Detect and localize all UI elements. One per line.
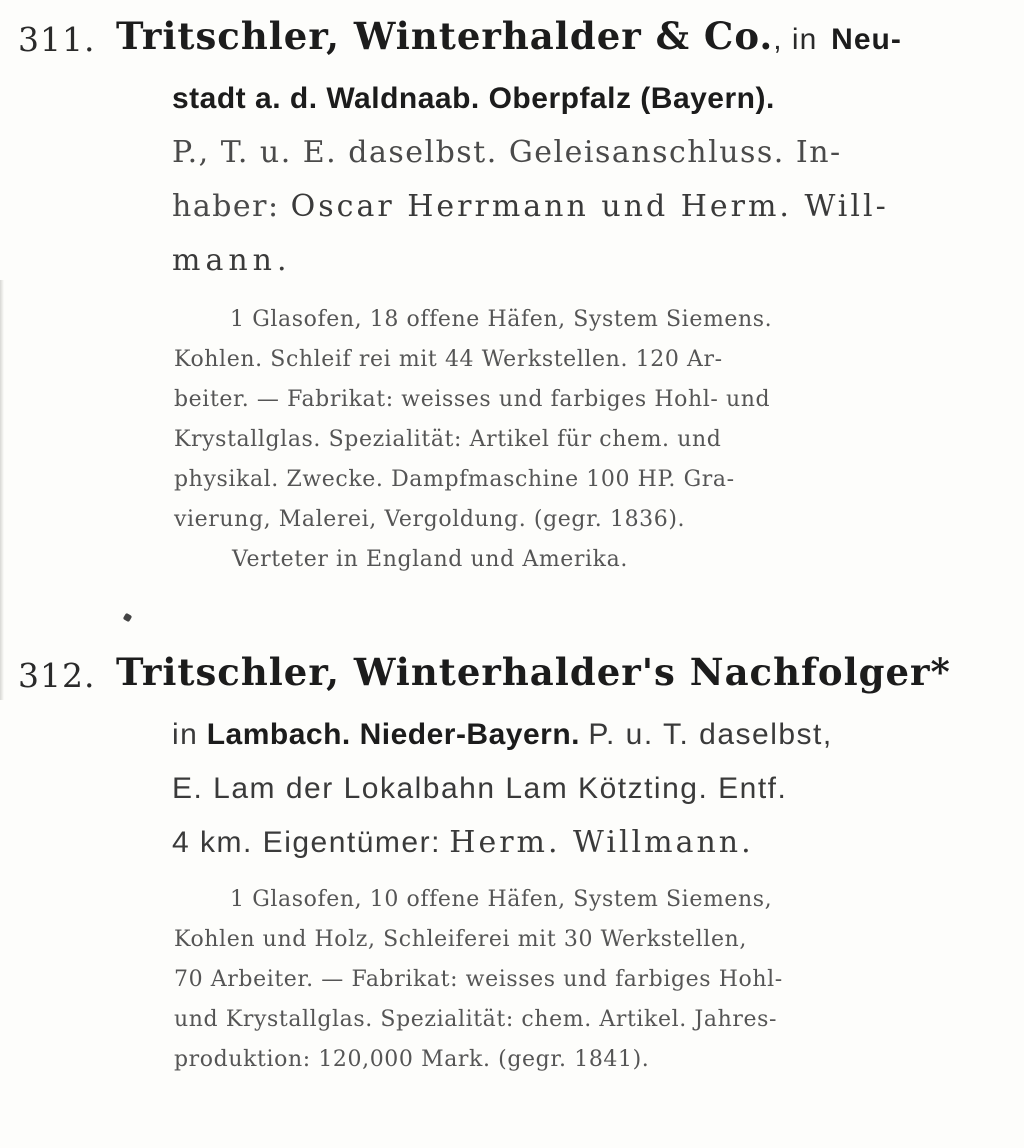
company-name-text: Tritschler, Winterhalder & Co. [116,14,774,58]
detail-line: Krystallglas. Spezialität: Artikel für chem. und [174,427,722,452]
railway-line: E. Lam der Lokalbahn Lam Kötzting. Entf. [172,772,788,805]
owner-names-cont: mann. [172,243,292,278]
owner-line [172,180,972,234]
location-text: stadt a. d. Waldnaab. Oberpfalz (Bayern). [172,82,775,115]
owner-line-cont [172,234,972,288]
entry-heading [0,646,1024,708]
detail-line: Kohlen und Holz, Schleiferei mit 30 Werkstellen, [174,927,747,952]
entry-details [174,880,970,1080]
entry-details [174,300,970,540]
postal-info: P. u. T. daselbst, [588,718,833,751]
entry-number: 312. [18,656,96,695]
owner-label: haber: [172,189,280,224]
location-text: Lambach. Nieder-Bayern. [206,718,580,751]
detail-line: 1 Glasofen, 10 offene Häfen, System Siemens, [230,887,773,912]
owner-line [172,816,972,870]
owner-label: 4 km. Eigentümer: [172,826,441,859]
entry-heading [0,10,1024,72]
postal-line: P., T. u. E. daselbst. Geleisanschluss. In- [172,135,842,170]
company-name: Tritschler, Winterhalder's Nachfolger* [116,650,951,694]
company-name [116,14,902,58]
owner-names: Herm. Willmann. [449,825,754,860]
representatives-line: Verteter in England und Amerika. [232,547,628,572]
detail-line: und Krystallglas. Spezialität: chem. Artikel. Jahres- [174,1007,777,1032]
location-prefix: in [172,718,199,751]
detail-line: Kohlen. Schleif rei mit 44 Werkstellen. 120 Ar- [174,347,723,372]
entry-312 [0,646,1024,1080]
location-line [172,708,972,762]
ink-speck [123,613,133,623]
detail-line: vierung, Malerei, Vergoldung. (gegr. 1836). [174,507,686,532]
entry-number: 311. [18,20,96,59]
entry-311 [0,10,1024,580]
detail-line: produktion: 120,000 Mark. (gegr. 1841). [174,1047,650,1072]
company-name-tail: , in [773,23,818,56]
detail-line: 1 Glasofen, 18 offene Häfen, System Siemens. [230,307,773,332]
detail-line: physikal. Zwecke. Dampfmaschine 100 HP. Gra- [174,467,735,492]
location-line [172,72,972,126]
detail-line: beiter. — Fabrikat: weisses und farbiges Hohl- und [174,387,771,412]
detail-line: 70 Arbeiter. — Fabrikat: weisses und farbiges Hohl- [174,967,783,992]
location-start: Neu- [831,23,902,56]
owner-names: Oscar Herrmann und Herm. Will- [290,189,889,224]
